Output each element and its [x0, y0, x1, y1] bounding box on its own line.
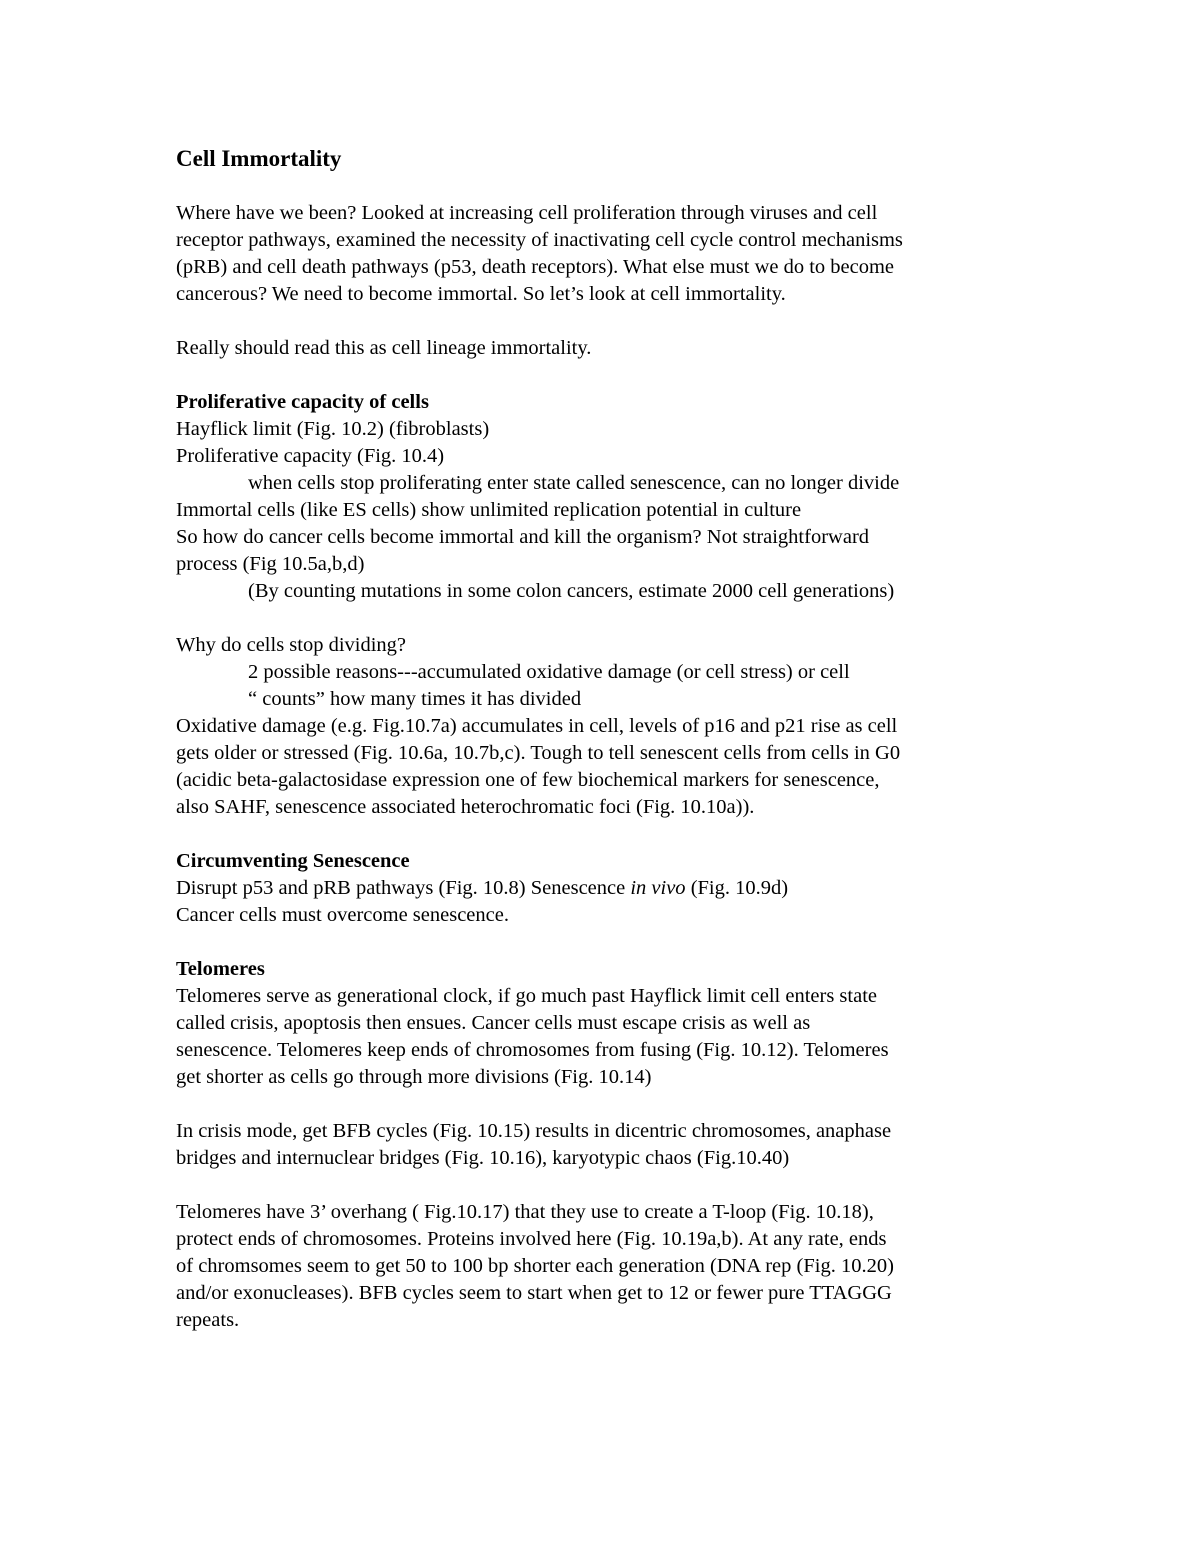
body-line [176, 875, 1116, 902]
body-line: Cancer cells must overcome senescence. [176, 904, 509, 926]
section-proliferative [176, 389, 1116, 605]
body-line: (acidic beta-galactosidase expression one of few biochemical markers for senescence, [176, 769, 880, 791]
body-line: Telomeres have 3’ overhang ( Fig.10.17) that they use to create a T-loop (Fig. 10.18), [176, 1201, 874, 1223]
section-telomeres [176, 956, 1116, 1334]
section-heading: Proliferative capacity of cells [176, 391, 429, 413]
body-line: called crisis, apoptosis then ensues. Cancer cells must escape crisis as well as [176, 1012, 811, 1034]
section-heading: Telomeres [176, 958, 265, 980]
document-title-block [176, 144, 1116, 174]
body-line: and/or exonucleases). BFB cycles seem to start when get to 12 or fewer pure TTAGGG [176, 1282, 892, 1304]
body-line: Oxidative damage (e.g. Fig.10.7a) accumulates in cell, levels of p16 and p21 rise as cell [176, 715, 898, 737]
body-line: gets older or stressed (Fig. 10.6a, 10.7b,c). Tough to tell senescent cells from cells in G0 [176, 742, 901, 764]
lineage-note: Really should read this as cell lineage immortality. [176, 337, 592, 359]
text-segment: (Fig. 10.9d) [685, 877, 789, 899]
document-body [176, 200, 1116, 1334]
body-line: In crisis mode, get BFB cycles (Fig. 10.15) results in dicentric chromosomes, anaphase [176, 1120, 892, 1142]
italic-text: in vivo [630, 877, 686, 899]
body-line: of chromsomes seem to get 50 to 100 bp shorter each generation (DNA rep (Fig. 10.20) [176, 1255, 894, 1277]
body-line: process (Fig 10.5a,b,d) [176, 553, 365, 575]
intro-line: (pRB) and cell death pathways (p53, death receptors). What else must we do to become [176, 256, 895, 278]
intro-line: receptor pathways, examined the necessity of inactivating cell cycle control mechanisms [176, 229, 903, 251]
page-title: Cell Immortality [176, 146, 342, 171]
intro-paragraph [176, 200, 1116, 308]
indented-line: (By counting mutations in some colon cancers, estimate 2000 cell generations) [248, 580, 895, 602]
body-line: So how do cancer cells become immortal and kill the organism? Not straightforward [176, 526, 870, 548]
body-line: Immortal cells (like ES cells) show unlimited replication potential in culture [176, 499, 802, 521]
intro-line: cancerous? We need to become immortal. So let’s look at cell immortality. [176, 283, 786, 305]
section-circumventing [176, 848, 1116, 929]
question-line: Why do cells stop dividing? [176, 634, 407, 656]
body-line: Hayflick limit (Fig. 10.2) (fibroblasts) [176, 418, 490, 440]
section-why-stop-dividing [176, 632, 1116, 821]
indented-line: “ counts” how many times it has divided [248, 688, 582, 710]
body-line: Telomeres serve as generational clock, if go much past Hayflick limit cell enters state [176, 985, 878, 1007]
body-line: protect ends of chromosomes. Proteins involved here (Fig. 10.19a,b). At any rate, ends [176, 1228, 887, 1250]
body-line: bridges and internuclear bridges (Fig. 10.16), karyotypic chaos (Fig.10.40) [176, 1147, 790, 1169]
section-heading: Circumventing Senescence [176, 850, 410, 872]
body-line: senescence. Telomeres keep ends of chromosomes from fusing (Fig. 10.12). Telomeres [176, 1039, 889, 1061]
intro-line: Where have we been? Looked at increasing cell proliferation through viruses and cell [176, 202, 878, 224]
body-line: repeats. [176, 1309, 240, 1331]
body-line: Proliferative capacity (Fig. 10.4) [176, 445, 445, 467]
body-line: get shorter as cells go through more divisions (Fig. 10.14) [176, 1066, 652, 1088]
text-segment: Disrupt p53 and pRB pathways (Fig. 10.8) Senescence [176, 877, 631, 899]
indented-line: 2 possible reasons---accumulated oxidative damage (or cell stress) or cell [248, 661, 850, 683]
indented-line: when cells stop proliferating enter state called senescence, can no longer divide [248, 472, 900, 494]
body-line: also SAHF, senescence associated heterochromatic foci (Fig. 10.10a)). [176, 796, 755, 818]
